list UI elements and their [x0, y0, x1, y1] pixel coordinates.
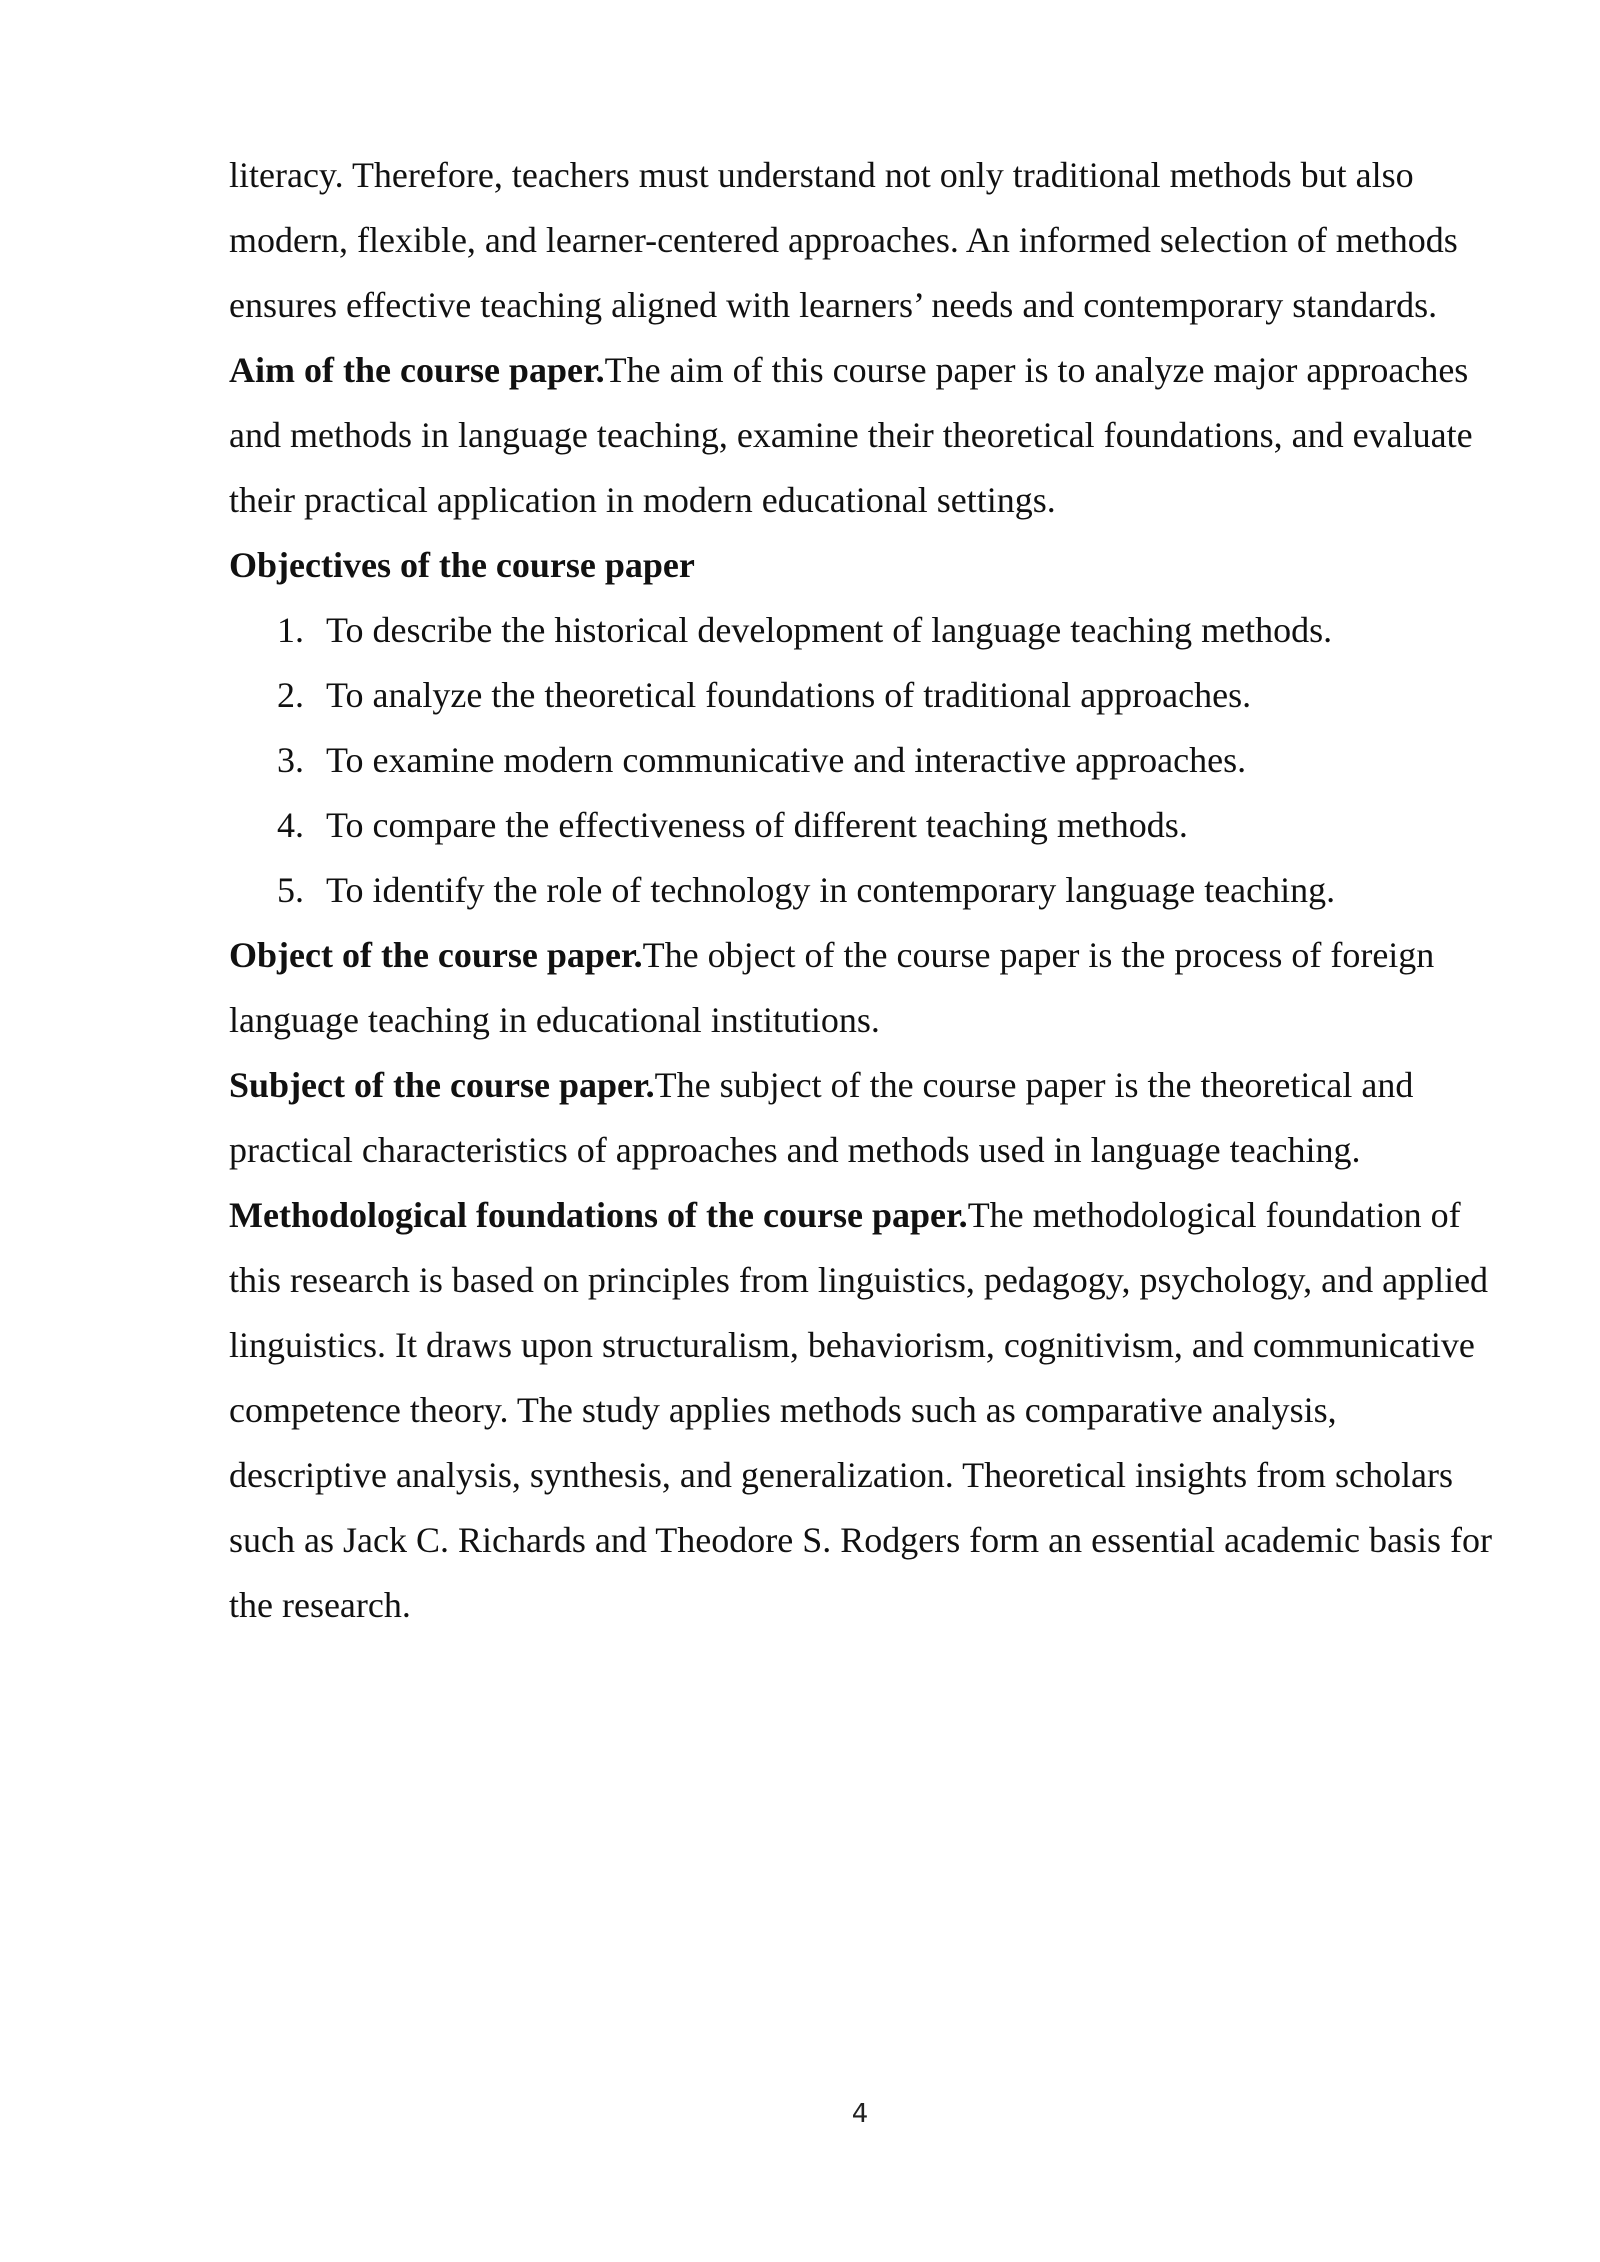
objective-number: 3.	[277, 740, 304, 780]
aim-text: The aim of this course paper is to analyze major approaches and methods in language teaching, examine their theoretical foundations, and evaluate their practical application in modern educational settings.	[229, 350, 1473, 520]
objective-text: To compare the effectiveness of different teaching methods.	[326, 805, 1188, 845]
page-number: 4	[851, 2099, 869, 2129]
objectives-list	[229, 598, 1499, 923]
objective-text: To analyze the theoretical foundations of traditional approaches.	[326, 675, 1252, 715]
intro-paragraph	[229, 143, 1499, 338]
objective-item	[229, 793, 1499, 858]
subject-text: The subject of the course paper is the theoretical and practical characteristics of approaches and methods used in language teaching.	[229, 1065, 1414, 1170]
object-lead: Object of the course paper.	[229, 935, 643, 975]
objectives-heading: Objectives of the course paper	[229, 545, 695, 585]
objective-item	[229, 663, 1499, 728]
object-text: The object of the course paper is the process of foreign language teaching in educational institutions.	[229, 935, 1435, 1040]
methodology-lead: Methodological foundations of the course paper.	[229, 1195, 968, 1235]
objective-number: 4.	[277, 805, 304, 845]
objective-number: 2.	[277, 675, 304, 715]
objective-item	[229, 598, 1499, 663]
intro-text: literacy. Therefore, teachers must understand not only traditional methods but also modern, flexible, and learner-centered approaches. An informed selection of methods ensures effective teaching aligned with learners’ needs and contemporary standards.	[229, 155, 1458, 325]
objective-text: To examine modern communicative and interactive approaches.	[326, 740, 1247, 780]
objective-item	[229, 858, 1499, 923]
subject-lead: Subject of the course paper.	[229, 1065, 655, 1105]
objective-number: 1.	[277, 610, 304, 650]
object-paragraph	[229, 923, 1499, 1053]
page-body	[229, 143, 1499, 1638]
objective-item	[229, 728, 1499, 793]
subject-paragraph	[229, 1053, 1499, 1183]
methodology-paragraph	[229, 1183, 1499, 1638]
objective-number: 5.	[277, 870, 304, 910]
objective-text: To describe the historical development of language teaching methods.	[326, 610, 1333, 650]
aim-lead: Aim of the course paper.	[229, 350, 605, 390]
methodology-text: The methodological foundation of this research is based on principles from linguistics, pedagogy, psychology, and applied linguistics. It draws upon structuralism, behaviorism, cognitivism, and communicative competence theory. The study applies methods such as comparative analysis, descriptive analysis, synthesis, and generalization. Theoretical insights from scholars such as Jack C. Richards and Theodore S. Rodgers form an essential academic basis for the research.	[229, 1195, 1492, 1625]
objective-text: To identify the role of technology in contemporary language teaching.	[326, 870, 1336, 910]
aim-paragraph	[229, 338, 1499, 533]
